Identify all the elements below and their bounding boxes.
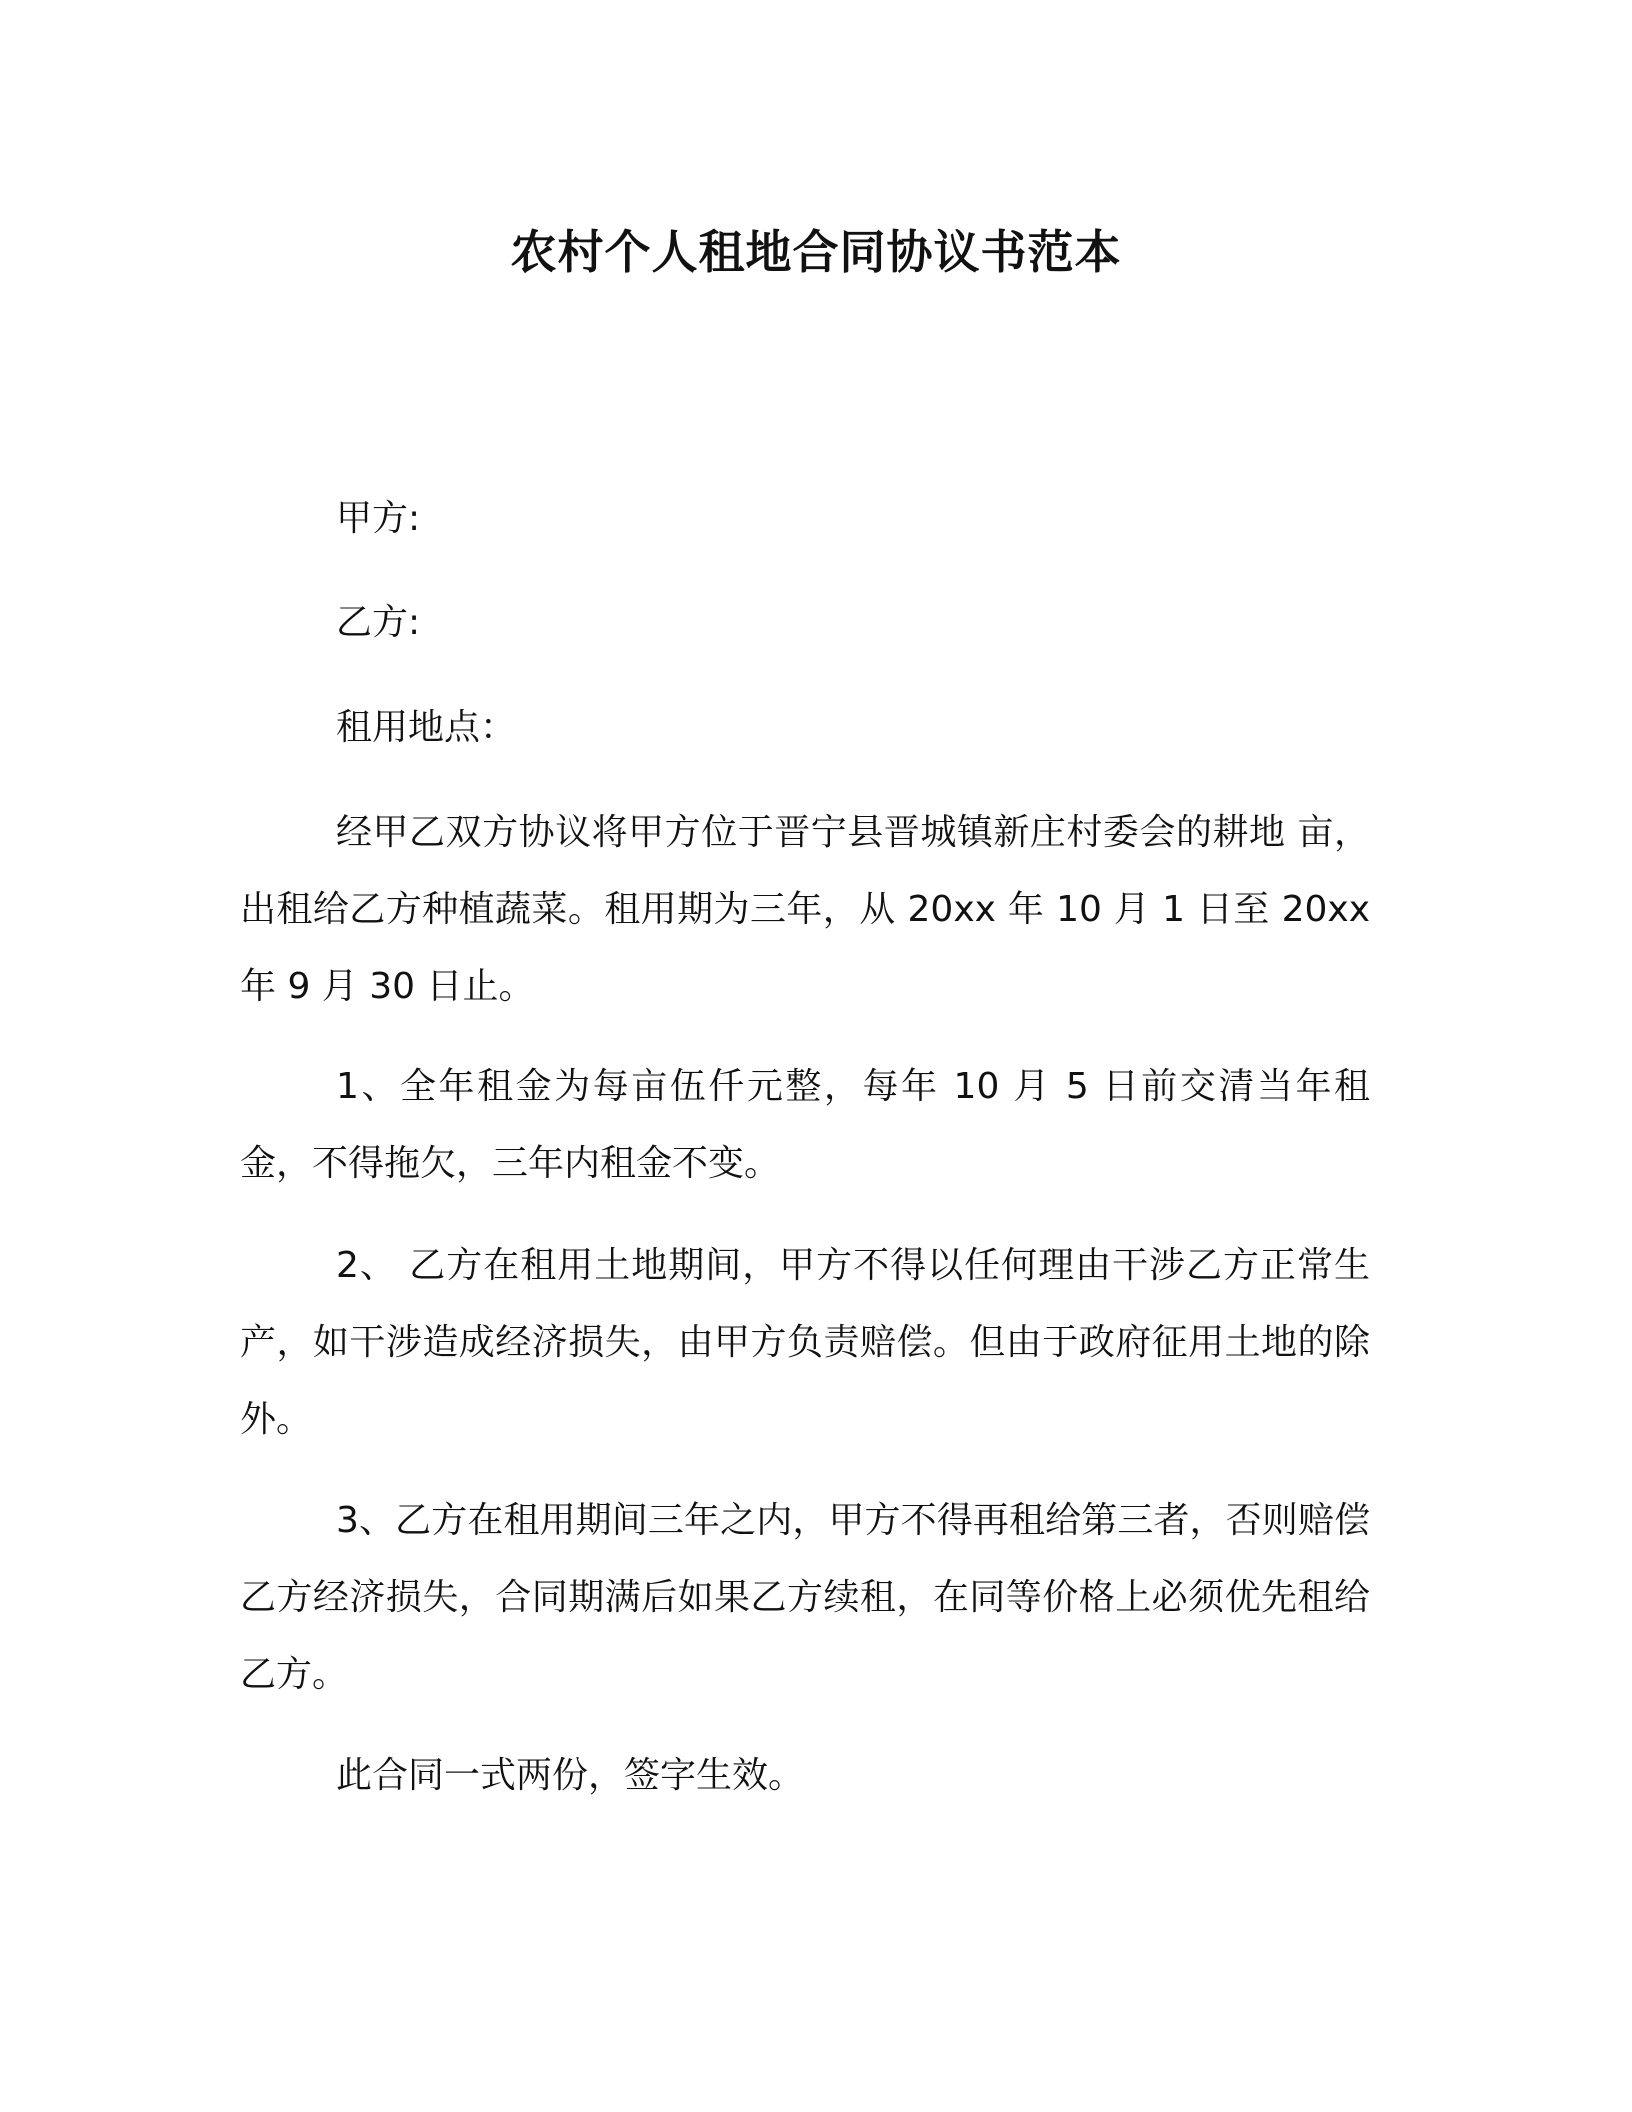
clause-1: 1、全年租金为每亩伍仟元整，每年 10 月 5 日前交清当年租金，不得拖欠，三年内租金不变。: [240, 1066, 1370, 1184]
clause-3: 3、乙方在租用期间三年之内，甲方不得再租给第三者，否则赔偿乙方经济损失，合同期满后如果乙方续租，在同等价格上必须优先租给乙方。: [240, 1500, 1370, 1695]
party-a-label: 甲方:: [336, 498, 421, 539]
document-title: 农村个人租地合同协议书范本: [510, 225, 1122, 279]
clause-2: 2、 乙方在租用土地期间，甲方不得以任何理由干涉乙方正常生产，如干涉造成经济损失，由甲方负责赔偿。但由于政府征用土地的除外。: [240, 1245, 1370, 1440]
location-label: 租用地点：: [336, 707, 517, 748]
intro-paragraph: 经甲乙双方协议将甲方位于晋宁县晋城镇新庄村委会的耕地 亩，出租给乙方种植蔬菜。租用期为三年，从 20xx 年 10 月 1 日至 20xx 年 9 月 30 日止。: [240, 812, 1370, 1007]
party-b-label: 乙方:: [336, 602, 421, 643]
closing-statement: 此合同一式两份，签字生效。: [336, 1755, 805, 1796]
